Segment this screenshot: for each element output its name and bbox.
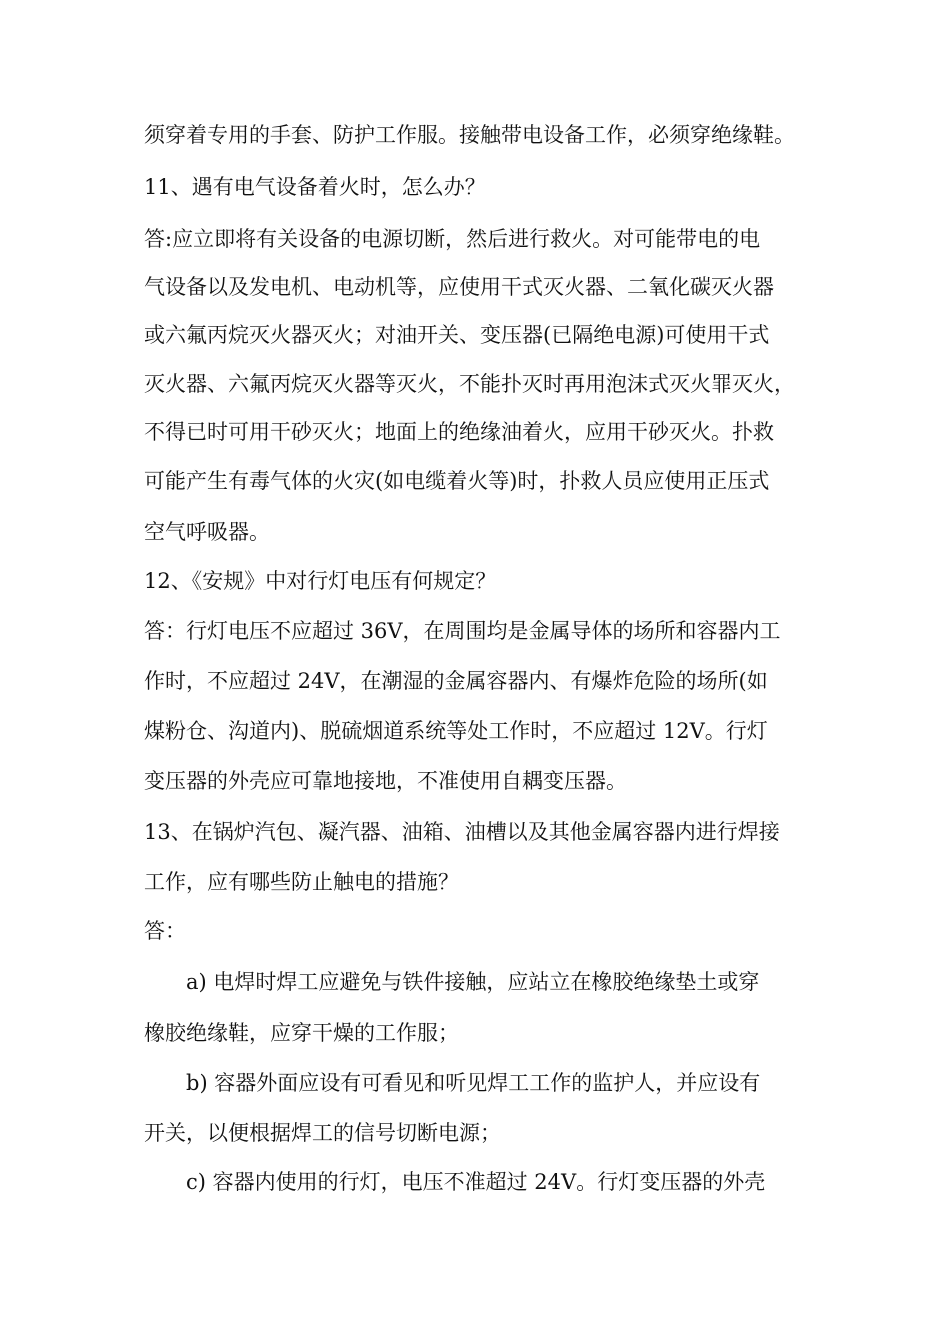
text-line: 灭火器、六氟丙烷灭火器等灭火，不能扑灭时再用泡沫式灭火罪灭火， xyxy=(144,372,795,396)
text-line: 答：行灯电压不应超过 36V，在周围均是金属导体的场所和容器内工 xyxy=(144,619,781,643)
answer-label: 答： xyxy=(144,919,186,943)
list-item-b: b) 容器外面应设有可看见和听见焊工工作的监护人，并应设有 xyxy=(186,1071,761,1095)
question-heading: 11、遇有电气设备着火时，怎么办？ xyxy=(144,175,486,199)
text-line: 或六氟丙烷灭火器灭火；对油开关、变压器(已隔绝电源)可使用干式 xyxy=(144,323,770,347)
list-item-a: a) 电焊时焊工应避免与铁件接触，应站立在橡胶绝缘垫土或穿 xyxy=(186,970,760,994)
text-line: 空气呼吸器。 xyxy=(144,520,270,544)
list-item-c: c) 容器内使用的行灯，电压不准超过 24V。行灯变压器的外壳 xyxy=(186,1170,766,1194)
text-line: 答:应立即将有关设备的电源切断，然后进行救火。对可能带电的电 xyxy=(144,227,761,251)
text-line: 须穿着专用的手套、防护工作服。接触带电设备工作，必须穿绝缘鞋。 xyxy=(144,123,795,147)
text-line: 变压器的外壳应可靠地接地，不准使用自耦变压器。 xyxy=(144,769,627,793)
question-heading: 12、《安规》中对行灯电压有何规定？ xyxy=(144,569,497,593)
text-line: 不得已时可用干砂灭火；地面上的绝缘油着火，应用干砂灭火。扑救 xyxy=(144,420,774,444)
question-heading: 工作，应有哪些防止触电的措施？ xyxy=(144,870,459,894)
question-heading: 13、在锅炉汽包、凝汽器、油箱、油槽以及其他金属容器内进行焊接 xyxy=(144,820,780,844)
text-line: 可能产生有毒气体的火灾(如电缆着火等)时，扑救人员应使用正压式 xyxy=(144,469,770,493)
text-line: 橡胶绝缘鞋，应穿干燥的工作服； xyxy=(144,1021,459,1045)
text-line: 开关，以便根据焊工的信号切断电源； xyxy=(144,1121,501,1145)
text-line: 煤粉仓、沟道内)、脱硫烟道系统等处工作时，不应超过 12V。行灯 xyxy=(144,719,768,743)
text-line: 气设备以及发电机、电动机等，应使用干式灭火器、二氧化碳灭火器 xyxy=(144,275,774,299)
text-line: 作时，不应超过 24V，在潮湿的金属容器内、有爆炸危险的场所(如 xyxy=(144,669,768,693)
